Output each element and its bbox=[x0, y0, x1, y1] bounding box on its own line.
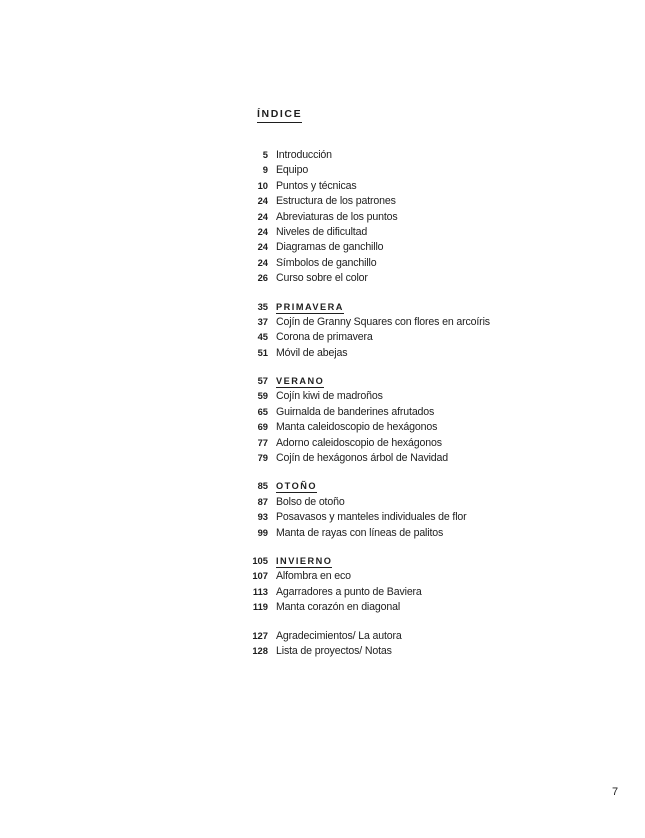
spacer bbox=[250, 615, 550, 628]
toc-page-number: 87 bbox=[257, 495, 268, 507]
toc-entry[interactable] bbox=[250, 345, 550, 360]
toc-entry-label: Puntos y técnicas bbox=[276, 179, 357, 192]
toc-entry-label: Abreviaturas de los puntos bbox=[276, 210, 398, 223]
table-of-contents bbox=[250, 104, 550, 658]
toc-section-title: VERANO bbox=[276, 376, 325, 387]
toc-entry[interactable] bbox=[250, 404, 550, 419]
toc-entry-label: Posavasos y manteles individuales de flor bbox=[276, 511, 467, 524]
toc-entry[interactable] bbox=[250, 209, 550, 224]
toc-entry[interactable] bbox=[250, 628, 550, 643]
toc-entry[interactable] bbox=[250, 419, 550, 434]
toc-page-number: 119 bbox=[252, 601, 268, 613]
toc-entry[interactable] bbox=[250, 239, 550, 254]
toc-page-number: 24 bbox=[257, 210, 268, 222]
toc-entry-label: Manta caleidoscopio de hexágonos bbox=[276, 421, 438, 434]
toc-section-title: OTOÑO bbox=[276, 481, 318, 492]
toc-section-heading[interactable] bbox=[250, 299, 550, 314]
toc-page-number: 51 bbox=[257, 346, 268, 358]
toc-entry[interactable] bbox=[250, 178, 550, 193]
toc-page-number: 5 bbox=[262, 149, 268, 160]
toc-entry[interactable] bbox=[250, 224, 550, 239]
toc-section-heading[interactable] bbox=[250, 478, 550, 493]
toc-entry[interactable] bbox=[250, 435, 550, 450]
toc-entry[interactable] bbox=[250, 147, 550, 162]
toc-entry[interactable] bbox=[250, 329, 550, 344]
toc-entry-label: Símbolos de ganchillo bbox=[276, 256, 377, 269]
toc-page-number: 93 bbox=[257, 511, 268, 523]
toc-page-number: 59 bbox=[257, 390, 268, 402]
toc-page-number: 45 bbox=[257, 331, 268, 343]
toc-page-number: 35 bbox=[257, 300, 268, 312]
toc-page-number: 57 bbox=[257, 375, 268, 387]
toc-entry-label: Cojín de hexágonos árbol de Navidad bbox=[276, 452, 449, 465]
toc-page-number: 85 bbox=[257, 480, 268, 492]
toc-section-verano bbox=[250, 373, 550, 465]
toc-entry[interactable] bbox=[250, 450, 550, 465]
toc-section-title: INVIERNO bbox=[276, 555, 333, 566]
toc-page-number: 128 bbox=[252, 644, 268, 656]
toc-entry-label: Diagramas de ganchillo bbox=[276, 241, 384, 254]
toc-entry[interactable] bbox=[250, 509, 550, 524]
toc-title: ÍNDICE bbox=[257, 108, 302, 123]
toc-entry-label: Adorno caleidoscopio de hexágonos bbox=[276, 436, 442, 449]
toc-entry-label: Móvil de abejas bbox=[276, 346, 348, 359]
toc-page-number: 99 bbox=[257, 526, 268, 538]
toc-page-number: 107 bbox=[252, 570, 268, 582]
toc-entry-label: Lista de proyectos/ Notas bbox=[276, 644, 392, 657]
toc-entry[interactable] bbox=[250, 525, 550, 540]
toc-entry-label: Agradecimientos/ La autora bbox=[276, 629, 402, 642]
toc-page-number: 37 bbox=[257, 315, 268, 327]
toc-page-number: 24 bbox=[257, 225, 268, 237]
toc-entry-label: Cojín kiwi de madroños bbox=[276, 390, 383, 403]
toc-intro-group bbox=[250, 147, 550, 286]
toc-entry[interactable] bbox=[250, 568, 550, 583]
spacer bbox=[250, 465, 550, 478]
toc-entry[interactable] bbox=[250, 255, 550, 270]
toc-page-number: 24 bbox=[257, 256, 268, 268]
toc-entry-label: Cojín de Granny Squares con flores en arcoíris bbox=[276, 315, 490, 328]
page-number: 7 bbox=[612, 786, 619, 798]
toc-entry[interactable] bbox=[250, 270, 550, 285]
toc-section-primavera bbox=[250, 299, 550, 361]
toc-entry-label: Agarradores a punto de Baviera bbox=[276, 585, 422, 598]
toc-entry-label: Estructura de los patrones bbox=[276, 195, 396, 208]
toc-page-number: 79 bbox=[257, 452, 268, 464]
toc-section-otono bbox=[250, 478, 550, 540]
toc-page-number: 26 bbox=[257, 272, 268, 284]
toc-entry-label: Bolso de otoño bbox=[276, 495, 345, 508]
spacer bbox=[250, 540, 550, 553]
toc-entry-label: Niveles de dificultad bbox=[276, 225, 368, 238]
toc-entry[interactable] bbox=[250, 162, 550, 177]
spacer bbox=[250, 360, 550, 373]
toc-entry[interactable] bbox=[250, 599, 550, 614]
toc-page-number: 113 bbox=[252, 585, 268, 597]
toc-entry-label: Curso sobre el color bbox=[276, 272, 368, 285]
toc-entry[interactable] bbox=[250, 584, 550, 599]
toc-entry-label: Corona de primavera bbox=[276, 331, 373, 344]
toc-entry-label: Manta corazón en diagonal bbox=[276, 601, 401, 614]
toc-entry-label: Equipo bbox=[276, 164, 309, 177]
toc-entry-label: Alfombra en eco bbox=[276, 570, 351, 583]
toc-page-number: 105 bbox=[252, 554, 268, 566]
toc-entry[interactable] bbox=[250, 643, 550, 658]
toc-section-heading[interactable] bbox=[250, 553, 550, 568]
toc-page-number: 9 bbox=[262, 164, 268, 176]
toc-entry[interactable] bbox=[250, 494, 550, 509]
toc-entry-label: Guirnalda de banderines afrutados bbox=[276, 405, 435, 418]
toc-entry[interactable] bbox=[250, 314, 550, 329]
toc-entry[interactable] bbox=[250, 193, 550, 208]
toc-page-number: 24 bbox=[257, 195, 268, 207]
toc-page-number: 65 bbox=[257, 405, 268, 417]
toc-page-number: 10 bbox=[257, 179, 268, 191]
spacer bbox=[250, 123, 550, 147]
toc-page-number: 69 bbox=[257, 421, 268, 433]
toc-page-number: 127 bbox=[252, 629, 268, 641]
toc-page-number: 77 bbox=[257, 436, 268, 448]
toc-page-number: 24 bbox=[257, 241, 268, 253]
toc-closing-group bbox=[250, 628, 550, 659]
toc-section-heading[interactable] bbox=[250, 373, 550, 388]
toc-entry[interactable] bbox=[250, 388, 550, 403]
toc-section-title: PRIMAVERA bbox=[276, 301, 344, 312]
toc-entry-label: Manta de rayas con líneas de palitos bbox=[276, 526, 444, 539]
toc-entry-label: Introducción bbox=[276, 149, 332, 161]
spacer bbox=[250, 286, 550, 299]
toc-section-invierno bbox=[250, 553, 550, 615]
